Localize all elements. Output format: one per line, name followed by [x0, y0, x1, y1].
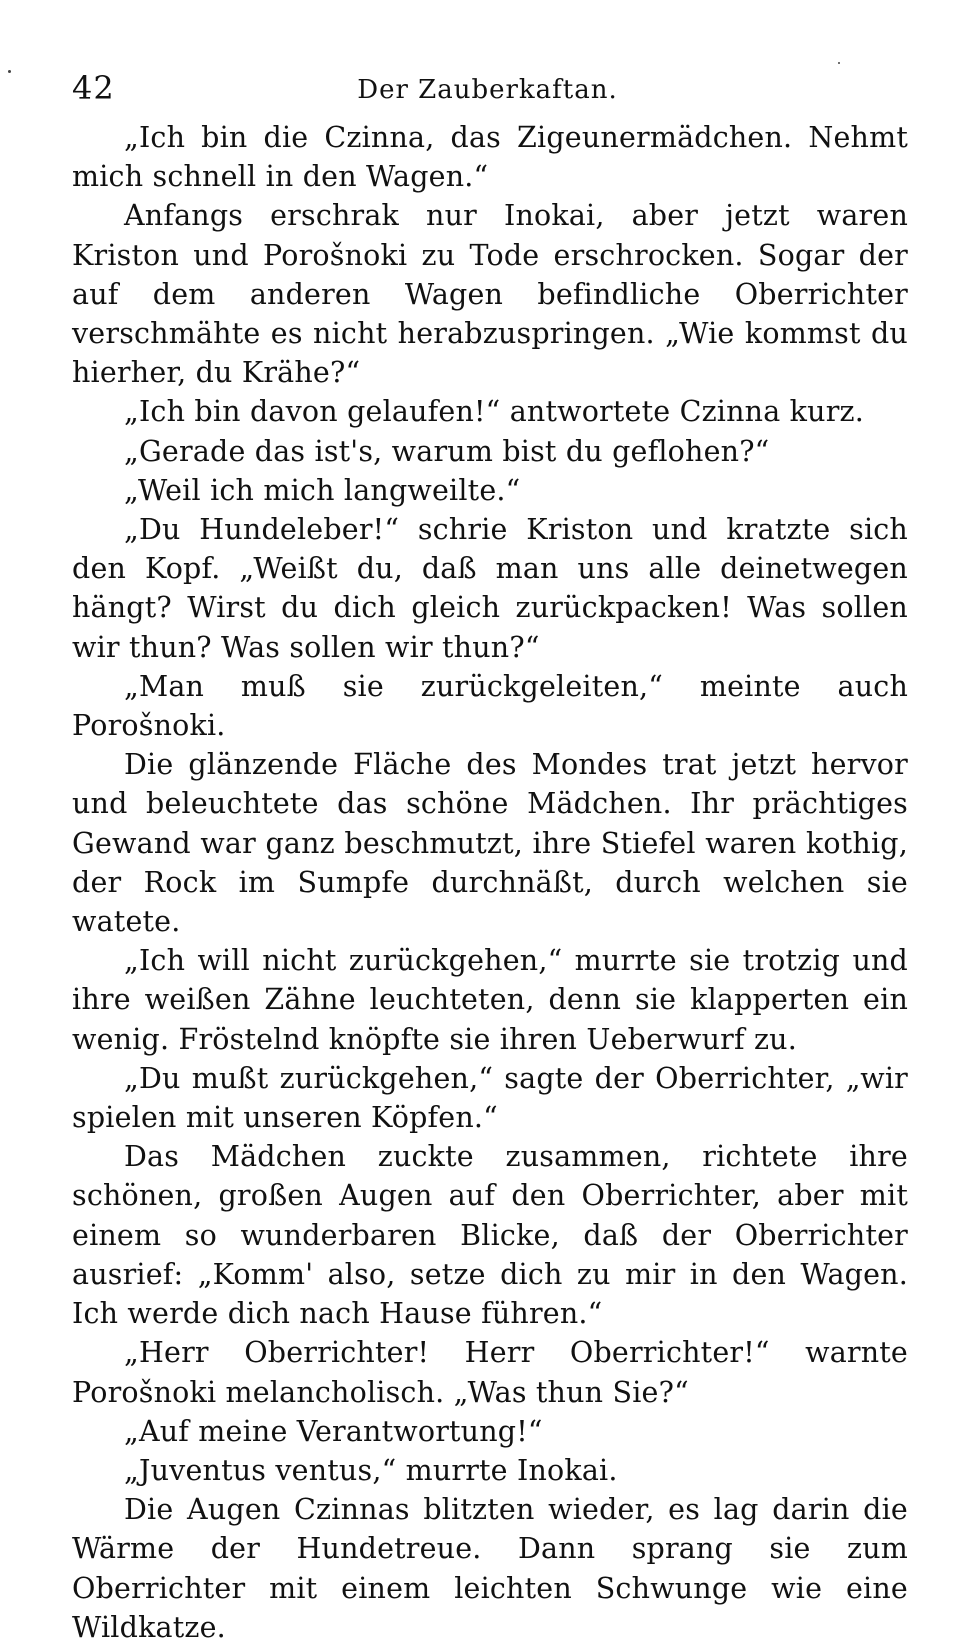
paragraph: Die glänzende Fläche des Mondes trat jetzt hervor und beleuchtete das schöne Mädchen. Ihr prächtiges Gewand war ganz beschmutzt, ihre Stiefel waren kothig, der Rock im Sumpfe durchnäßt, durch welchen sie watete. — [72, 748, 908, 939]
paragraph: „Man muß sie zurückgeleiten,“ meinte auch Porošnoki. — [72, 669, 908, 743]
paragraph: Das Mädchen zuckte zusammen, richtete ihre schönen, großen Augen auf den Oberrichter, aber mit einem so wunderbaren Blicke, daß der Oberrichter ausrief: „Komm' also, setze dich zu mir in den Wagen. Ich werde dich nach Hause führen.“ — [72, 1140, 908, 1331]
scan-speck — [8, 70, 11, 73]
paragraph: „Herr Oberrichter! Herr Oberrichter!“ warnte Porošnoki melancholisch. „Was thun Sie?“ — [72, 1336, 908, 1409]
paragraph: Anfangs erschrak nur Inokai, aber jetzt waren Kriston und Porošnoki zu Tode erschrocken. Sogar der auf dem anderen Wagen befindliche Oberrichter verschmähte es nicht herabzuspringen. „Wie kommst du hierher, du Krähe?“ — [72, 199, 908, 390]
paragraph: „Du Hundeleber!“ schrie Kriston und kratzte sich den Kopf. „Weißt du, daß man uns alle deinetwegen hängt? Wirst du dich gleich zurückpacken! Was sollen wir thun? Was sollen wir thun?“ — [72, 513, 908, 664]
paragraph: Die Augen Czinnas blitzten wieder, es lag darin die Wärme der Hundetreue. Dann sprang sie zum Oberrichter mit einem leichten Schwunge wie eine Wildkatze. — [72, 1493, 908, 1644]
page-number: 42 — [72, 69, 115, 107]
paragraph: „Juventus ventus,“ murrte Inokai. — [124, 1453, 618, 1487]
paragraph: „Ich will nicht zurückgehen,“ murrte sie trotzig und ihre weißen Zähne leuchteten, denn sie klapperten ein wenig. Fröstelnd knöpfte sie ihren Ueberwurf zu. — [72, 944, 908, 1056]
paragraph: „Gerade das ist's, warum bist du geflohen?“ — [124, 434, 770, 468]
body-text — [72, 118, 908, 1647]
paragraph: „Auf meine Verantwortung!“ — [124, 1414, 543, 1448]
paragraph: „Ich bin davon gelaufen!“ antwortete Czinna kurz. — [124, 395, 865, 429]
scan-speck — [838, 62, 840, 64]
paragraph: „Ich bin die Czinna, das Zigeunermädchen. Nehmt mich schnell in den Wagen.“ — [72, 121, 908, 194]
running-title: Der Zauberkaftan. — [357, 75, 618, 105]
paragraph: „Du mußt zurückgehen,“ sagte der Oberrichter, „wir spielen mit unseren Köpfen.“ — [72, 1061, 908, 1135]
paragraph: „Weil ich mich langweilte.“ — [124, 473, 521, 507]
